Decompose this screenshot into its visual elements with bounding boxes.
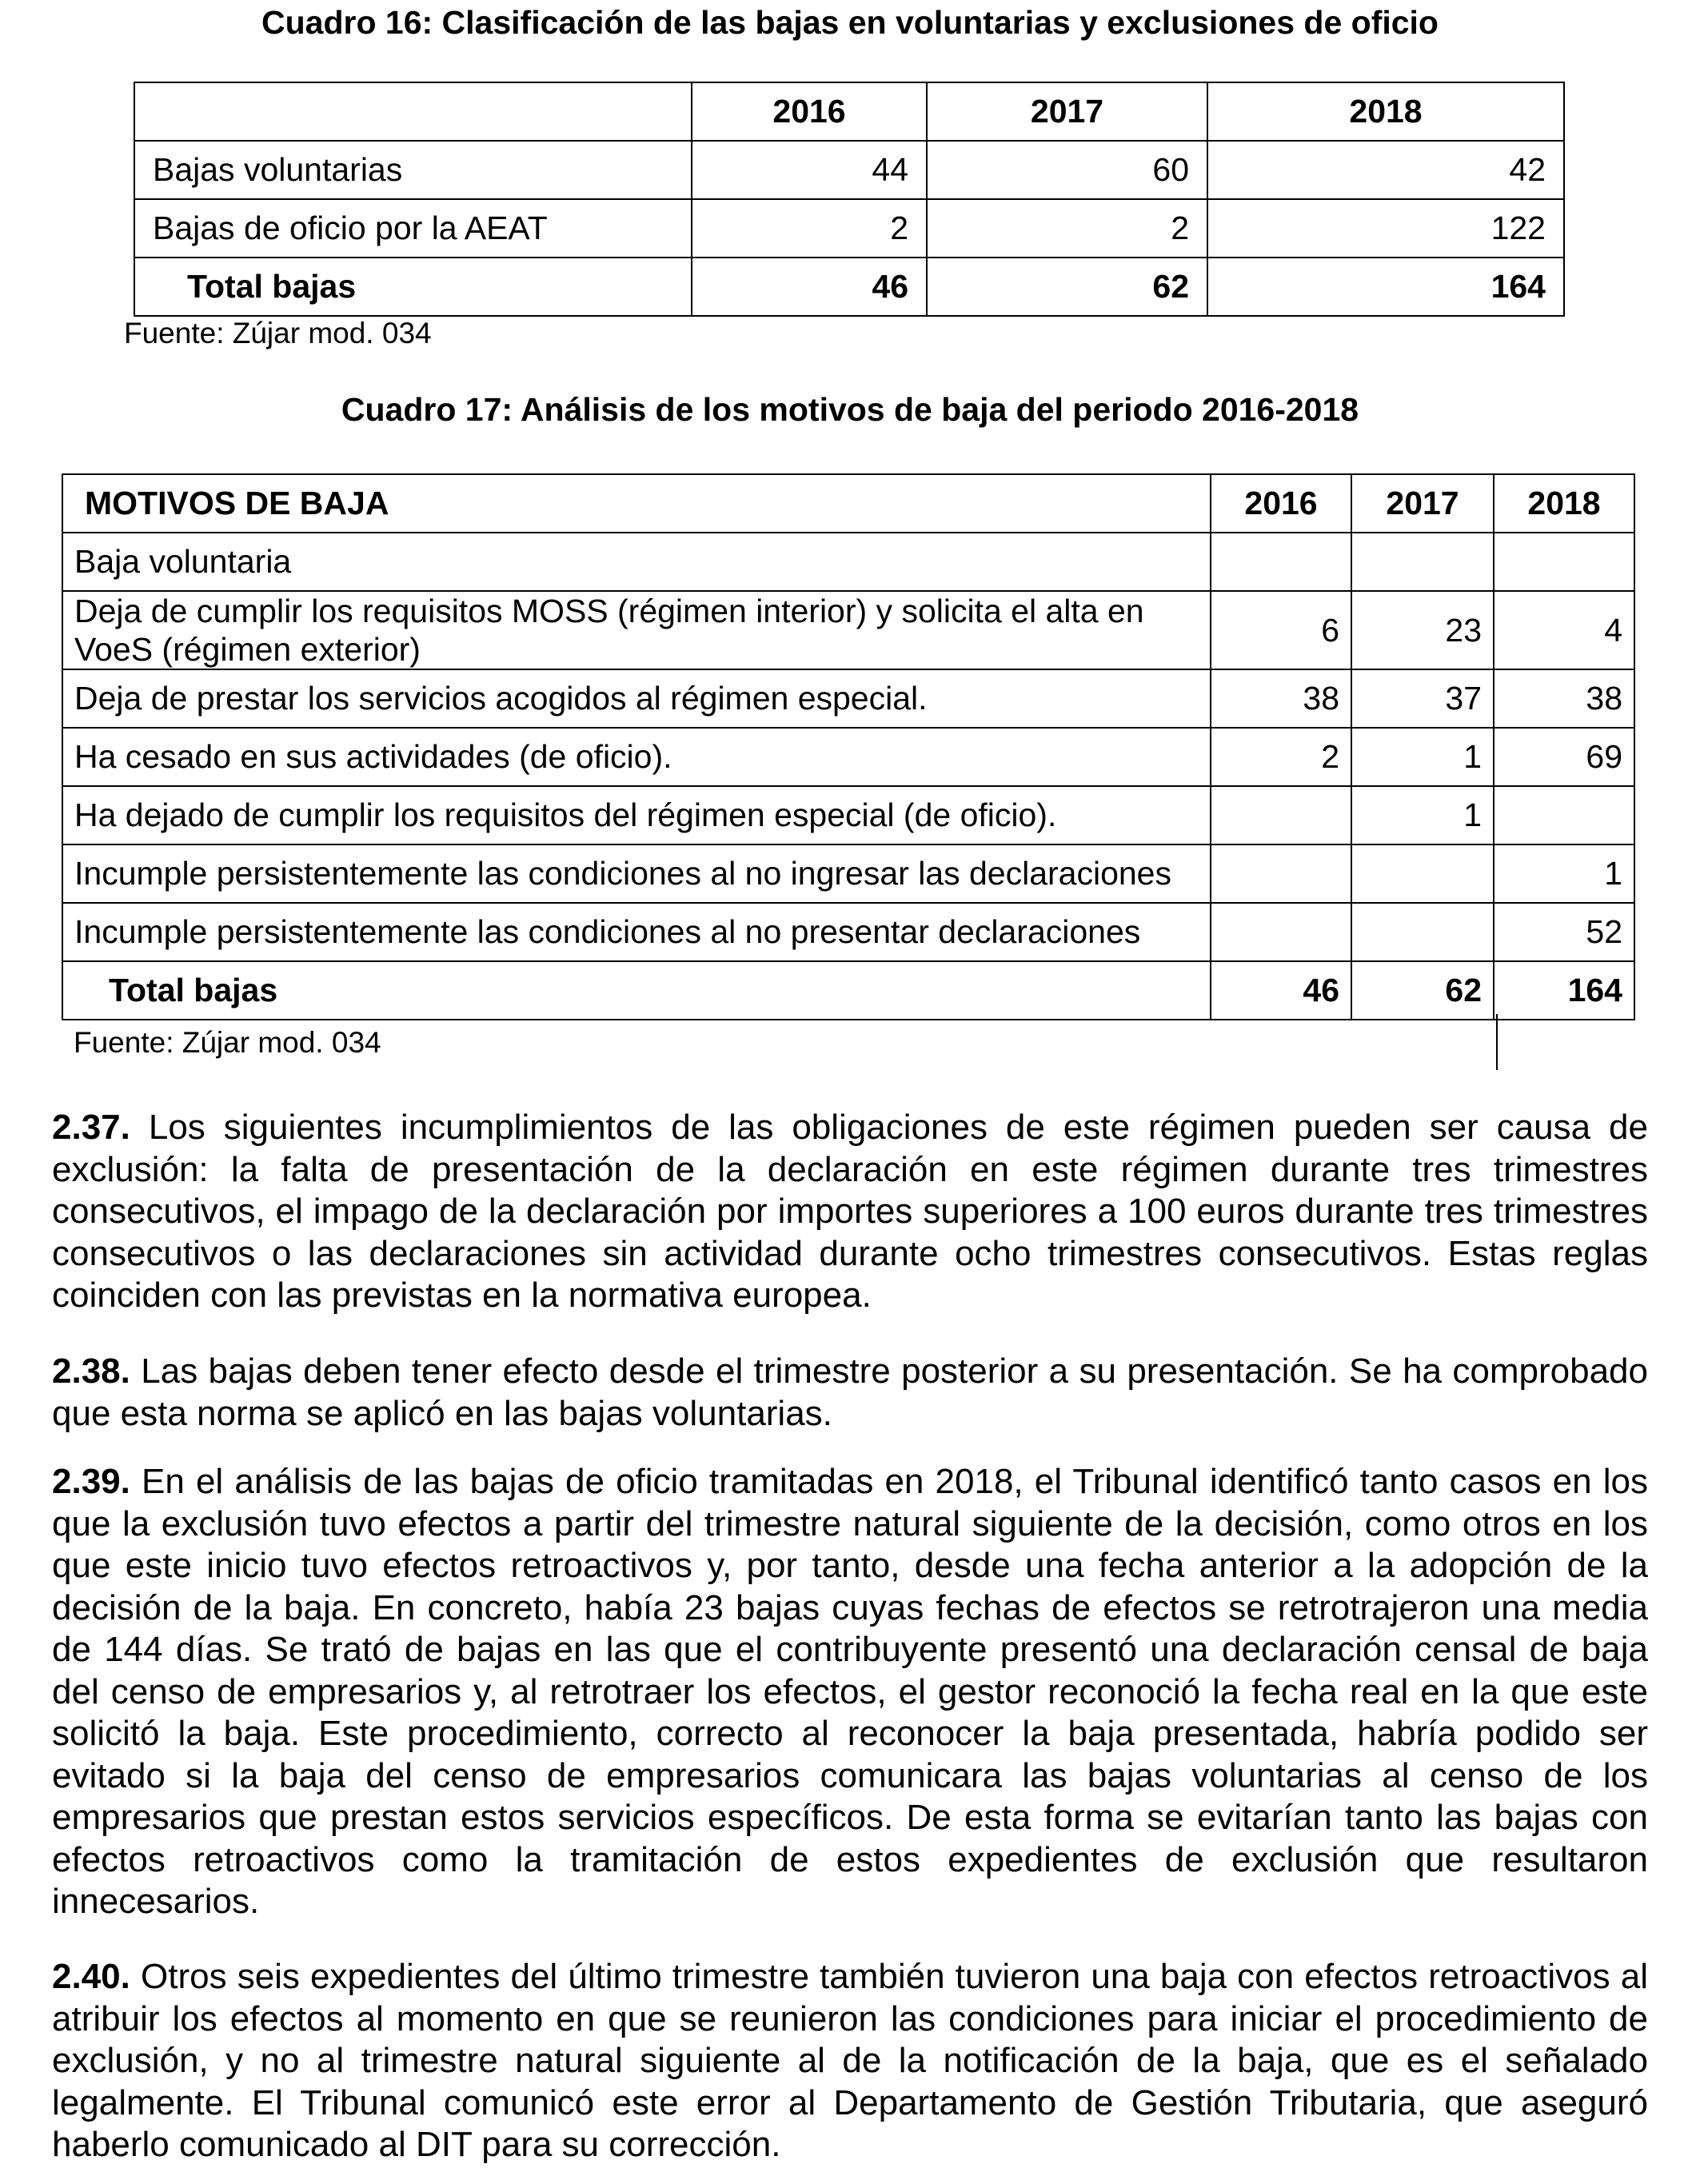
row-label: Bajas voluntarias: [134, 141, 692, 199]
row-label: Deja de prestar los servicios acogidos al régimen especial.: [62, 669, 1211, 728]
row-label: Deja de cumplir los requisitos MOSS (régimen interior) y solicita el alta en VoeS (régimen exterior): [62, 591, 1211, 669]
cell-value: 23: [1351, 591, 1494, 669]
table-row: [62, 844, 1634, 903]
table16: [134, 82, 1565, 317]
cell-value: [1211, 786, 1351, 844]
header-cell-year: 2016: [692, 82, 927, 141]
total-label: Total bajas: [62, 961, 1211, 1020]
total-value: 62: [1351, 961, 1494, 1020]
header-cell-year: 2018: [1494, 474, 1634, 533]
cell-value: [1351, 533, 1494, 591]
header-cell-empty: [134, 82, 692, 141]
table17: [62, 473, 1635, 1020]
table-row: [62, 591, 1634, 669]
total-value: 164: [1207, 258, 1564, 316]
table-row: [62, 533, 1634, 591]
cell-value: 1: [1351, 786, 1494, 844]
cell-value: 6: [1211, 591, 1351, 669]
cell-value: [1494, 533, 1634, 591]
cell-value: 38: [1211, 669, 1351, 728]
cell-value: 44: [692, 141, 927, 199]
cell-value: [1351, 844, 1494, 903]
table16-source: Fuente: Zújar mod. 034: [124, 317, 432, 349]
header-cell-year: 2016: [1211, 474, 1351, 533]
cell-value: [1494, 786, 1634, 844]
paragraph-2-37: [52, 1107, 1648, 1317]
cell-value: [1211, 844, 1351, 903]
cell-value: 69: [1494, 728, 1634, 786]
row-label: Bajas de oficio por la AEAT: [134, 199, 692, 258]
cell-value: 2: [692, 199, 927, 258]
paragraph-text: Otros seis expedientes del último trimestre también tuvieron una baja con efectos retroactivos al atribuir los efectos al momento en que se reunieron las condiciones para iniciar el procedimiento de exclusión, y no al trimestre natural siguiente al de la notificación de la baja, que es el señalado legalmente. El Tribunal comunicó este error al Departamento de Gestión Tributaria, que aseguró haberlo comunicado al DIT para su corrección.: [52, 1957, 1648, 2164]
header-cell-year: 2017: [1351, 474, 1494, 533]
cell-value: 1: [1351, 728, 1494, 786]
table-row: [62, 903, 1634, 961]
table-row: [62, 786, 1634, 844]
row-label: Ha cesado en sus actividades (de oficio).: [62, 728, 1211, 786]
table17-source: Fuente: Zújar mod. 034: [74, 1026, 381, 1059]
header-cell-year: 2018: [1207, 82, 1564, 141]
cell-value: [1211, 533, 1351, 591]
table17-title: Cuadro 17: Análisis de los motivos de baja del periodo 2016-2018: [341, 391, 1359, 428]
cell-value: 4: [1494, 591, 1634, 669]
table-divider-line: [1496, 1014, 1498, 1070]
paragraph-text: En el análisis de las bajas de oficio tramitadas en 2018, el Tribunal identificó tanto casos en los que la exclusión tuvo efectos a partir del trimestre natural siguiente de la decisión, como otros en los que este inicio tuvo efectos retroactivos y, por tanto, desde una fecha anterior a la adopción de la decisión de la baja. En concreto, había 23 bajas cuyas fechas de efectos se retrotrajeron una media de 144 días. Se trató de bajas en las que el contribuyente presentó una declaración censal de baja del censo de empresarios y, al retrotraer los efectos, el gestor reconoció la fecha real en la que este solicitó la baja. Este procedimiento, correcto al reconocer la baja presentada, habría podido ser evitado si la baja del censo de empresarios comunicara las bajas voluntarias al censo de los empresarios que prestan estos servicios específicos. De esta forma se evitarían tanto las bajas con efectos retroactivos como la tramitación de estos expedientes de exclusión que resultaron innecesarios.: [52, 1462, 1648, 1921]
table-header-row: [134, 82, 1564, 141]
table-row: [62, 728, 1634, 786]
table-total-row: [62, 961, 1634, 1020]
paragraph-number: 2.37.: [52, 1108, 130, 1147]
cell-value: 38: [1494, 669, 1634, 728]
cell-value: [1211, 903, 1351, 961]
cell-value: 52: [1494, 903, 1634, 961]
cell-value: 60: [927, 141, 1207, 199]
paragraph-2-40: [52, 1956, 1648, 2166]
table-row: [134, 141, 1564, 199]
cell-value: 37: [1351, 669, 1494, 728]
paragraph-number: 2.38.: [52, 1352, 130, 1391]
row-label: Incumple persistentemente las condiciones al no ingresar las declaraciones: [62, 844, 1211, 903]
row-label: Baja voluntaria: [62, 533, 1211, 591]
paragraph-text: Las bajas deben tener efecto desde el trimestre posterior a su presentación. Se ha comprobado que esta norma se aplicó en las bajas voluntarias.: [52, 1352, 1648, 1433]
table-row: [62, 669, 1634, 728]
header-cell-motivos: MOTIVOS DE BAJA: [62, 474, 1211, 533]
total-value: 164: [1494, 961, 1634, 1020]
total-label: Total bajas: [134, 258, 692, 316]
paragraph-number: 2.40.: [52, 1957, 130, 1996]
paragraph-text: Los siguientes incumplimientos de las obligaciones de este régimen pueden ser causa de exclusión: la falta de presentación de la declaración en este régimen durante tres trimestres consecutivos, el impago de la declaración por importes superiores a 100 euros durante tres trimestres consecutivos o las declaraciones sin actividad durante ocho trimestres consecutivos. Estas reglas coinciden con las previstas en la normativa europea.: [52, 1108, 1648, 1315]
table-total-row: [134, 258, 1564, 316]
table-header-row: [62, 474, 1634, 533]
total-value: 62: [927, 258, 1207, 316]
cell-value: 2: [927, 199, 1207, 258]
table-row: [134, 199, 1564, 258]
row-label: Incumple persistentemente las condiciones al no presentar declaraciones: [62, 903, 1211, 961]
table16-title: Cuadro 16: Clasificación de las bajas en voluntarias y exclusiones de oficio: [261, 4, 1439, 41]
cell-value: 122: [1207, 199, 1564, 258]
paragraph-2-39: [52, 1461, 1648, 1923]
total-value: 46: [1211, 961, 1351, 1020]
paragraph-2-38: [52, 1351, 1648, 1435]
cell-value: 2: [1211, 728, 1351, 786]
paragraph-number: 2.39.: [52, 1462, 130, 1501]
cell-value: [1351, 903, 1494, 961]
header-cell-year: 2017: [927, 82, 1207, 141]
cell-value: 42: [1207, 141, 1564, 199]
cell-value: 1: [1494, 844, 1634, 903]
row-label: Ha dejado de cumplir los requisitos del régimen especial (de oficio).: [62, 786, 1211, 844]
total-value: 46: [692, 258, 927, 316]
